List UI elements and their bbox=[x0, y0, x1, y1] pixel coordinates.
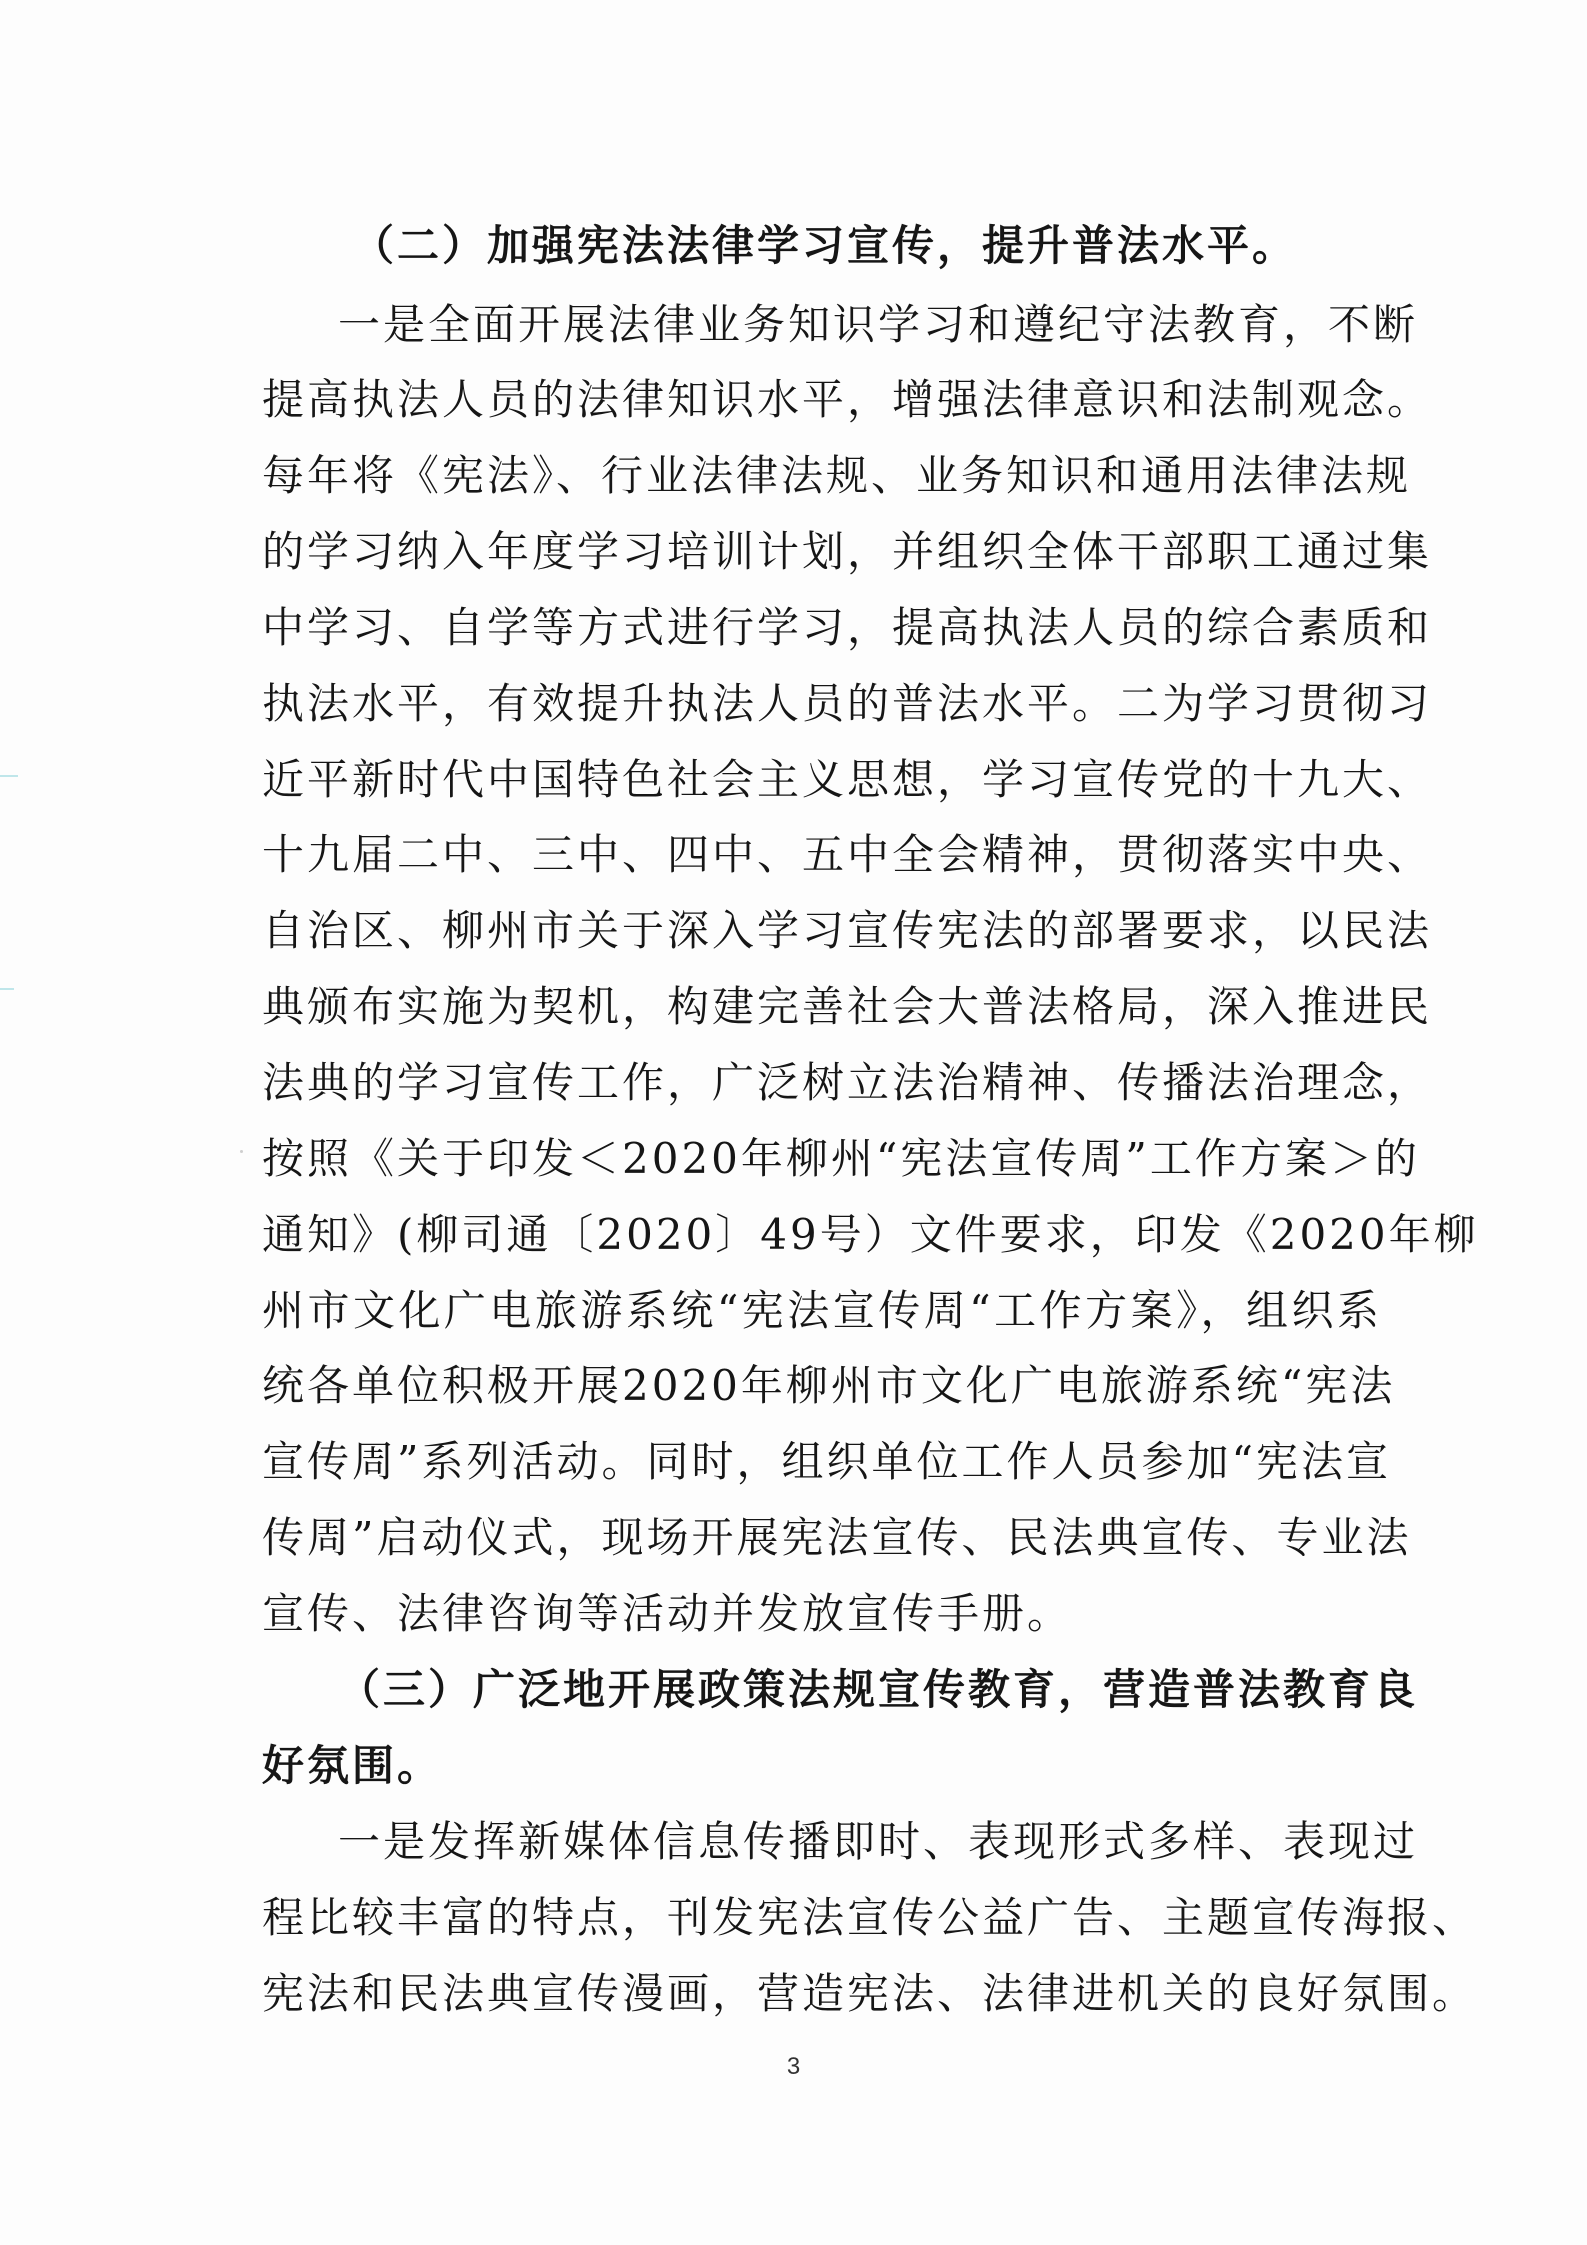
scan-artifact-speck bbox=[240, 1150, 243, 1153]
scan-artifact-line bbox=[0, 988, 14, 990]
paragraph-line: 统各单位积极开展2020年柳州市文化广电旅游系统“宪法 bbox=[262, 1361, 1396, 1410]
paragraph-line: 按照《关于印发＜2020年柳州“宪法宣传周”工作方案＞的 bbox=[262, 1134, 1420, 1183]
paragraph-line: 一是发挥新媒体信息传播即时、表现形式多样、表现过 bbox=[338, 1817, 1419, 1866]
paragraph-line: 州市文化广电旅游系统“宪法宣传周“工作方案》，组织系 bbox=[262, 1286, 1382, 1335]
paragraph-line: 一是全面开展法律业务知识学习和遵纪守法教育，不断 bbox=[338, 300, 1419, 349]
section-3-heading-continued: 好氛围。 bbox=[262, 1741, 443, 1790]
paragraph-line: 提高执法人员的法律知识水平，增强法律意识和法制观念。 bbox=[262, 375, 1433, 424]
paragraph-line: 宣传周”系列活动。同时，组织单位工作人员参加“宪法宣 bbox=[262, 1437, 1391, 1486]
paragraph-line: 的学习纳入年度学习培训计划，并组织全体干部职工通过集 bbox=[262, 527, 1433, 576]
page-number: 3 bbox=[786, 2053, 801, 2080]
scan-artifact-line bbox=[0, 775, 18, 777]
paragraph-line: 典颁布实施为契机，构建完善社会大普法格局，深入推进民 bbox=[262, 982, 1433, 1031]
paragraph-line: 近平新时代中国特色社会主义思想，学习宣传党的十九大、 bbox=[262, 755, 1433, 804]
section-3-heading: （三）广泛地开展政策法规宣传教育，营造普法教育良 bbox=[338, 1665, 1419, 1714]
paragraph-line: 十九届二中、三中、四中、五中全会精神，贯彻落实中央、 bbox=[262, 830, 1433, 879]
section-2-heading: （二）加强宪法法律学习宣传，提升普法水平。 bbox=[352, 221, 1298, 270]
paragraph-line: 每年将《宪法》、行业法律法规、业务知识和通用法律法规 bbox=[262, 451, 1412, 500]
paragraph-line: 执法水平，有效提升执法人员的普法水平。二为学习贯彻习 bbox=[262, 679, 1433, 728]
paragraph-line: 自治区、柳州市关于深入学习宣传宪法的部署要求，以民法 bbox=[262, 906, 1433, 955]
paragraph-line: 法典的学习宣传工作，广泛树立法治精神、传播法治理念， bbox=[262, 1058, 1433, 1107]
paragraph-line: 传周”启动仪式，现场开展宪法宣传、民法典宣传、专业法 bbox=[262, 1513, 1412, 1562]
paragraph-line: 程比较丰富的特点，刊发宪法宣传公益广告、主题宣传海报、 bbox=[262, 1893, 1478, 1942]
paragraph-line: 宪法和民法典宣传漫画，营造宪法、法律进机关的良好氛围。 bbox=[262, 1969, 1478, 2018]
paragraph-line: 通知》(柳司通〔2020〕49号）文件要求，印发《2020年柳 bbox=[262, 1210, 1479, 1259]
paragraph-line: 宣传、法律咨询等活动并发放宣传手册。 bbox=[262, 1589, 1073, 1638]
paragraph-line: 中学习、自学等方式进行学习，提高执法人员的综合素质和 bbox=[262, 603, 1433, 652]
